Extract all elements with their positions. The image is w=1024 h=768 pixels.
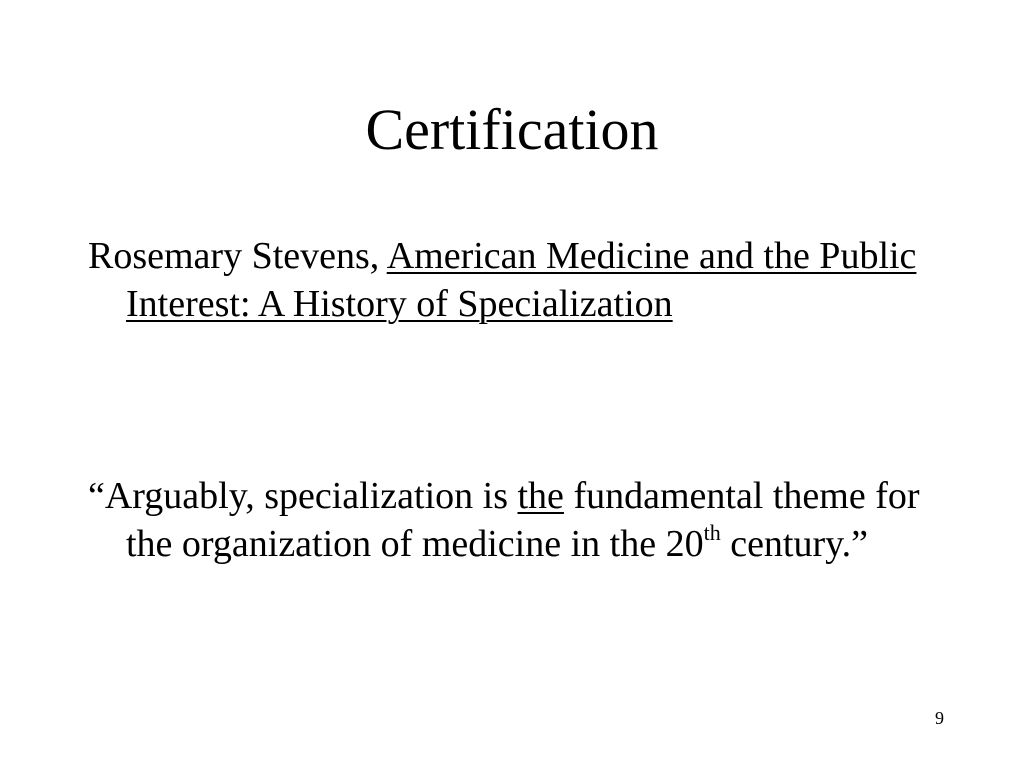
quote-superscript: th — [703, 520, 721, 546]
quote-paragraph — [88, 472, 956, 568]
quote-emphasis: the — [517, 475, 564, 517]
quote-text-end: century.” — [720, 523, 869, 565]
citation-paragraph — [88, 232, 956, 328]
page-number: 9 — [935, 708, 944, 728]
quote-text-middle: fundamental theme for the organization of medicine in the 20 — [126, 475, 920, 565]
citation-book-title: American Medicine and the Public Interest: A History of Specialization — [126, 235, 917, 325]
slide-title: Certification — [365, 97, 659, 162]
citation-author: Rosemary Stevens, — [88, 235, 387, 277]
quote-text-start: “Arguably, specialization is — [88, 475, 518, 517]
